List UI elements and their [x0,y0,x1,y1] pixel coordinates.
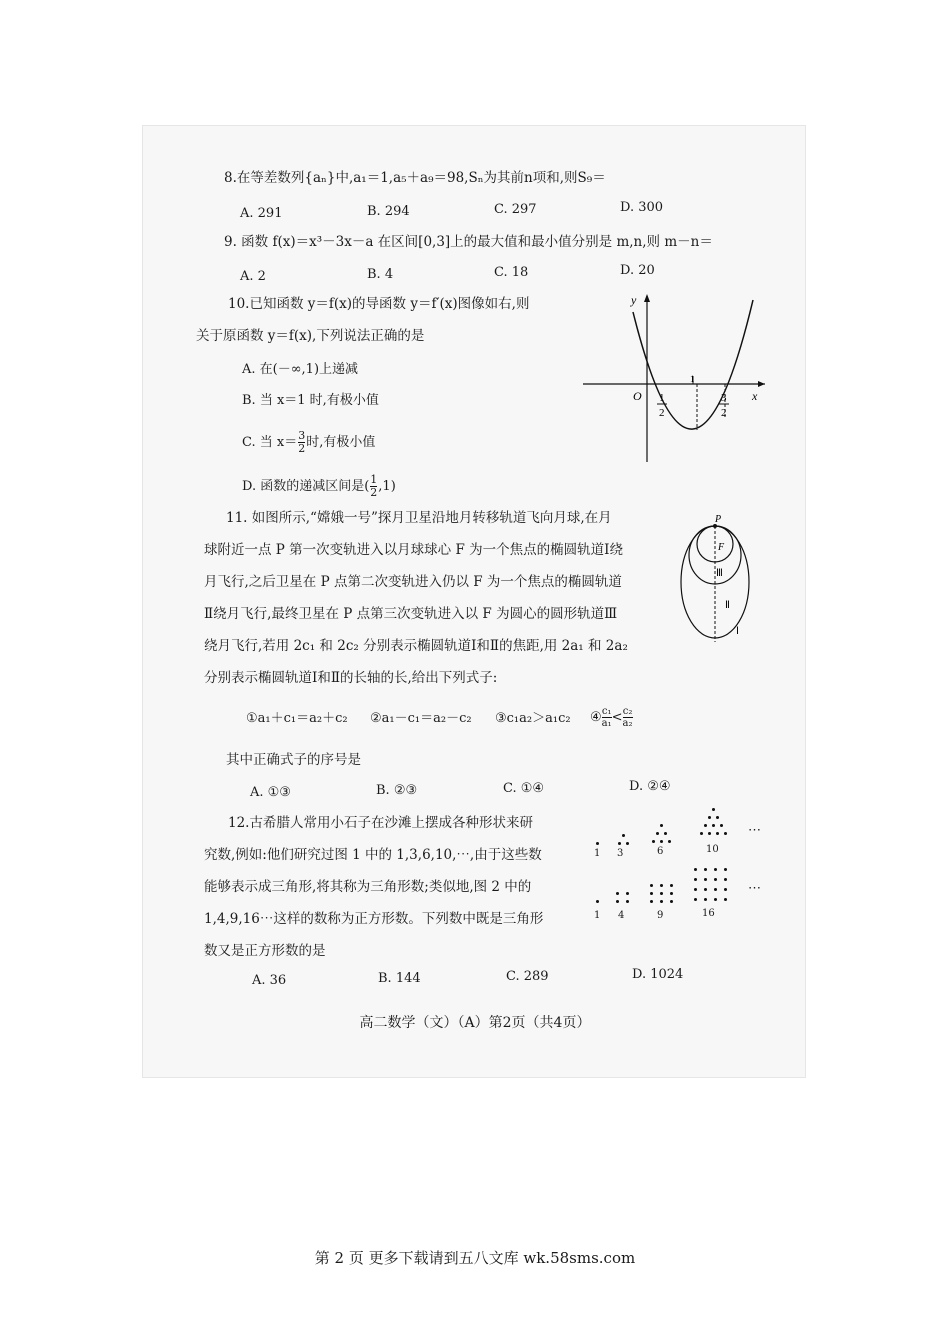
three-half-num: 3 [721,392,727,404]
dot [694,868,697,871]
dot [720,824,723,827]
dot [714,888,717,891]
q12-option-a: A. 36 [252,973,287,988]
q9-option-b: B. 4 [367,267,394,282]
label-1: 1 [690,374,695,384]
dot [660,840,663,843]
dot [694,898,697,901]
q9-option-a: A. 2 [240,269,266,284]
sq-label-9: 9 [657,910,664,921]
q8-stem: 8.在等差数列{aₙ}中,a₁＝1,a₅＋a₉＝98,Sₙ为其前n项和,则S₉＝ [224,170,606,186]
label-f: F [718,542,725,553]
dot [670,900,673,903]
dot [704,878,707,881]
dot [596,900,599,903]
dot [694,888,697,891]
derivative-curve [633,300,753,429]
q10-option-d: D. 函数的递减区间是( $\frac{1}{2}$ ,1) [242,473,396,499]
dot [724,898,727,901]
dot [616,900,619,903]
dot [660,824,663,827]
dot [704,868,707,871]
tri-label-1: 1 [594,848,601,859]
label-p: P [715,514,722,525]
dot [704,898,707,901]
dot [616,892,619,895]
dot [716,832,719,835]
dot [652,840,655,843]
q9-option-d: D. 20 [620,263,655,278]
dot [724,878,727,881]
dot [626,842,629,845]
dot [660,884,663,887]
q12-option-c: C. 289 [506,969,549,984]
q10-stem-line2: 关于原函数 y＝f(x),下列说法正确的是 [196,328,425,344]
q11-formula-2: ②a₁－c₁＝a₂－c₂ [370,711,472,726]
q11-option-d: D. ②④ [629,779,671,794]
dot [694,878,697,881]
derivative-graph [575,290,770,465]
y-label: y [631,293,637,307]
label-iii: Ⅲ [716,568,723,579]
dot [670,884,673,887]
dot [596,842,599,845]
q11-line-2: 球附近一点 P 第一次变轨进入以月球球心 F 为一个焦点的椭圆轨道Ⅰ绕 [204,542,623,558]
q11-line-5: 绕月飞行,若用 2c₁ 和 2c₂ 分别表示椭圆轨道Ⅰ和Ⅱ的焦距,用 2a₁ 和 2a₂ [204,638,628,654]
tri-label-3: 3 [617,848,624,859]
q12-line-5: 数又是正方形数的是 [204,943,326,959]
dot [714,878,717,881]
tri-ellipsis: ⋯ [748,823,761,838]
dot [712,824,715,827]
q8-option-c: C. 297 [494,202,537,217]
dot [660,900,663,903]
q11-formula-1: ①a₁＋c₁＝a₂＋c₂ [246,711,348,726]
q11-formula-3: ③c₁a₂＞a₁c₂ [495,711,571,726]
q11-line-1: 11. 如图所示,“嫦娥一号”探月卫星沿地月转移轨道飞向月球,在月 [226,510,612,526]
q9-option-c: C. 18 [494,265,529,280]
sq-label-16: 16 [702,908,715,919]
q10-option-b: B. 当 x＝1 时,有极小值 [242,393,379,408]
dot [656,832,659,835]
dot [660,892,663,895]
q11-option-a: A. ①③ [250,785,291,800]
dot [716,816,719,819]
half-num: 1 [659,392,665,404]
dot [664,832,667,835]
dot [670,892,673,895]
q11-line-4: Ⅱ绕月飞行,最终卫星在 P 点第三次变轨进入以 F 为圆心的圆形轨道Ⅲ [204,606,618,622]
q8-option-a: A. 291 [240,206,283,221]
dot [704,888,707,891]
half-den: 2 [659,407,665,419]
dot [724,832,727,835]
dot [704,824,707,827]
dot [724,868,727,871]
origin-label: O [633,389,642,403]
dot [650,884,653,887]
q11-line-6: 分别表示椭圆轨道Ⅰ和Ⅱ的长轴的长,给出下列式子: [204,670,498,686]
dot [712,808,715,811]
q10-stem-line1: 10.已知函数 y＝f(x)的导函数 y＝f′(x)图像如右,则 [228,296,530,312]
sq-label-1: 1 [594,910,601,921]
q8-option-d: D. 300 [620,200,664,215]
y-axis-arrow [644,294,650,302]
label-ii: Ⅱ [725,600,730,611]
dot [626,892,629,895]
q12-line-1: 12.古希腊人常用小石子在沙滩上摆成各种形状来研 [228,815,533,831]
q10-option-c: C. 当 x＝ $\frac{3}{2}$ 时,有极小值 [242,429,376,455]
dot [618,842,621,845]
x-axis-arrow [758,381,765,387]
dot [700,832,703,835]
q10-option-a: A. 在(－∞,1)上递减 [242,362,359,377]
exam-page-label: 高二数学（文）（A）第2页（共4页） [359,1015,591,1031]
dot [708,832,711,835]
dot [650,892,653,895]
orbit-ellipse-2 [689,526,741,584]
q12-line-2: 究数,例如:他们研究过图 1 中的 1,3,6,10,⋯,由于这些数 [204,847,542,863]
footer-text: 第 2 页 更多下载请到五八文库 wk.58sms.com [314,1249,636,1267]
dot [708,816,711,819]
q11-option-c: C. ①④ [503,781,545,796]
label-i: Ⅰ [736,626,739,637]
orbit-figure [670,510,770,650]
dot [650,900,653,903]
q12-line-4: 1,4,9,16⋯这样的数称为正方形数。下列数中既是三角形 [204,911,544,927]
q11-formula-4: ④ $\frac{\text{c₁}}{\text{a₁}}$ < $\frac{\text{c₂}}{\text{a₂}}$ [590,706,633,729]
tri-label-10: 10 [706,844,719,855]
q12-option-b: B. 144 [378,971,421,986]
q11-line-3: 月飞行,之后卫星在 P 点第二次变轨进入仍以 F 为一个焦点的椭圆轨道 [204,574,622,590]
q12-line-3: 能够表示成三角形,将其称为三角形数;类似地,图 2 中的 [204,879,532,895]
tri-label-6: 6 [657,846,664,857]
dot [724,888,727,891]
dot [622,834,625,837]
q11-ask: 其中正确式子的序号是 [226,752,361,768]
sq-label-4: 4 [618,910,625,921]
q11-option-b: B. ②③ [376,783,418,798]
q8-option-b: B. 294 [367,204,410,219]
dot [668,840,671,843]
dot [626,900,629,903]
three-half-den: 2 [721,407,727,419]
dot [714,868,717,871]
x-label: x [752,389,758,403]
sq-ellipsis: ⋯ [748,881,761,896]
dot [714,898,717,901]
q12-option-d: D. 1024 [632,967,684,982]
q9-stem: 9. 函数 f(x)＝x³－3x－a 在区间[0,3]上的最大值和最小值分别是 m,n,则 m－n＝ [224,234,713,250]
